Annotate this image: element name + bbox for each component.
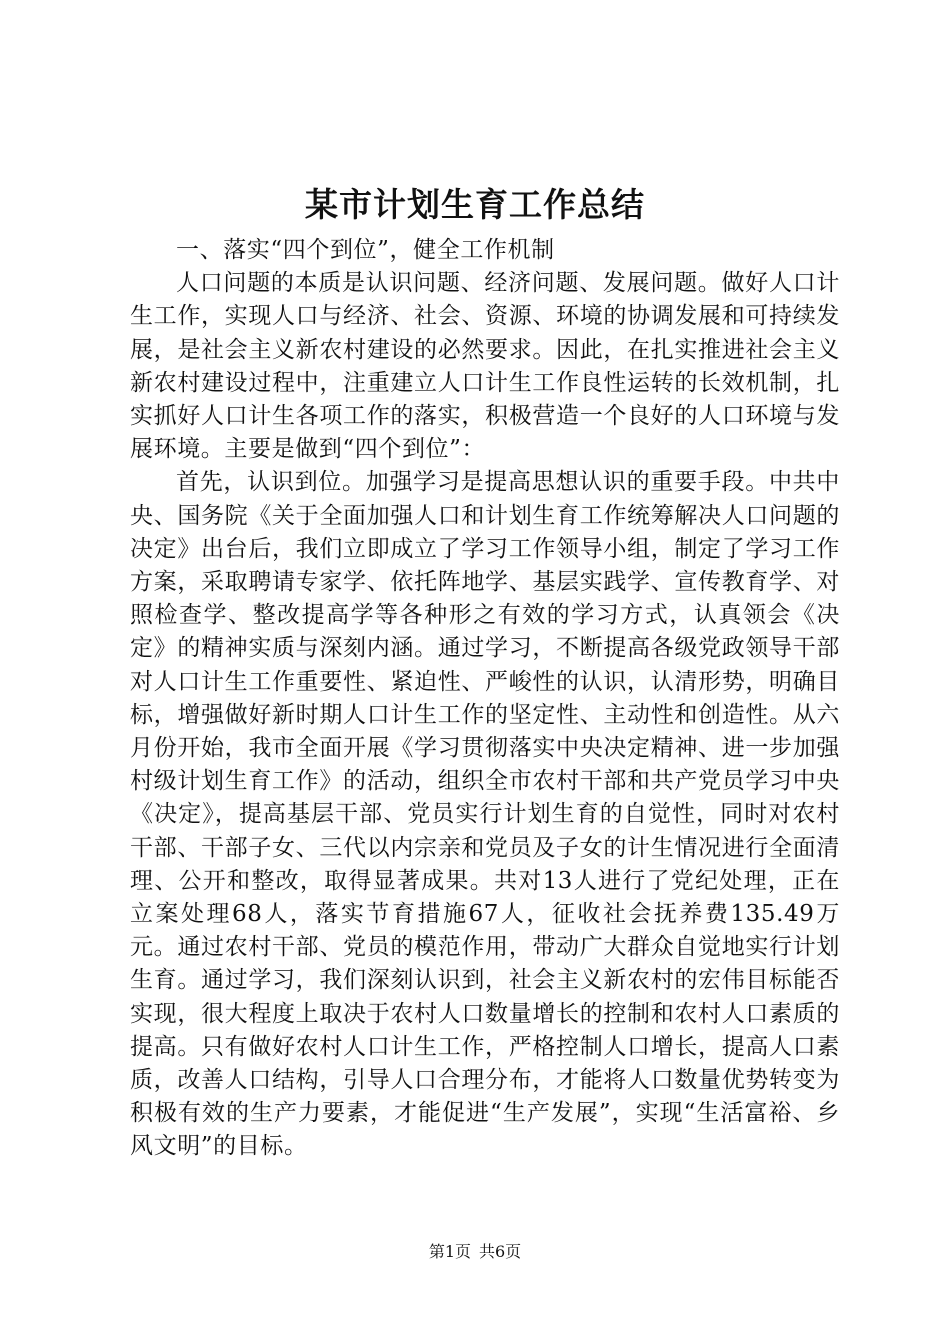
- paragraph-awareness: 首先，认识到位。加强学习是提高思想认识的重要手段。中共中央、国务院《关于全面加强人口和计划生育工作统筹解决人口问题的决定》出台后，我们立即成立了学习工作领导小组，制定了学习工作方案，采取聘请专家学、依托阵地学、基层实践学、宣传教育学、对照检查学、整改提高学等各种形之有效的学习方式，认真领会《决定》的精神实质与深刻内涵。通过学习，不断提高各级党政领导干部对人口计生工作重要性、紧迫性、严峻性的认识，认清形势，明确目标，增强做好新时期人口计生工作的坚定性、主动性和创造性。从六月份开始，我市全面开展《学习贯彻落实中央决定精神、进一步加强村级计划生育工作》的活动，组织全市农村干部和共产党员学习中央《决定》，提高基层干部、党员实行计划生育的自觉性，同时对农村干部、干部子女、三代以内宗亲和党员及子女的计生情况进行全面清理、公开和整改，取得显著成果。共对13人进行了党纪处理，正在立案处理68人，落实节育措施67人，征收社会抚养费135.49万元。通过农村干部、党员的模范作用，带动广大群众自觉地实行计划生育。通过学习，我们深刻认识到，社会主义新农村的宏伟目标能否实现，很大程度上取决于农村人口数量增长的控制和农村人口素质的提高。只有做好农村人口计生工作，严格控制人口增长，提高人口素质，改善人口结构，引导人口合理分布，才能将人口数量优势转变为积极有效的生产力要素，才能促进“生产发展”，实现“生活富裕、乡风文明”的目标。: [130, 469, 840, 1160]
- page-number: 第1页: [428, 1242, 471, 1261]
- page-total: 共6页: [479, 1242, 522, 1261]
- document-title: 某市计划生育工作总结: [305, 185, 645, 224]
- document-body: [130, 234, 840, 1164]
- paragraph-intro: 人口问题的本质是认识问题、经济问题、发展问题。做好人口计生工作，实现人口与经济、社会、资源、环境的协调发展和可持续发展，是社会主义新农村建设的必然要求。因此，在扎实推进社会主义新农村建设过程中，注重建立人口计生工作良性运转的长效机制，扎实抓好人口计生各项工作的落实，积极营造一个良好的人口环境与发展环境。主要是做到“四个到位”：: [130, 270, 840, 463]
- section-heading: 一、落实“四个到位”，健全工作机制: [176, 237, 555, 263]
- page-footer: [0, 1241, 950, 1263]
